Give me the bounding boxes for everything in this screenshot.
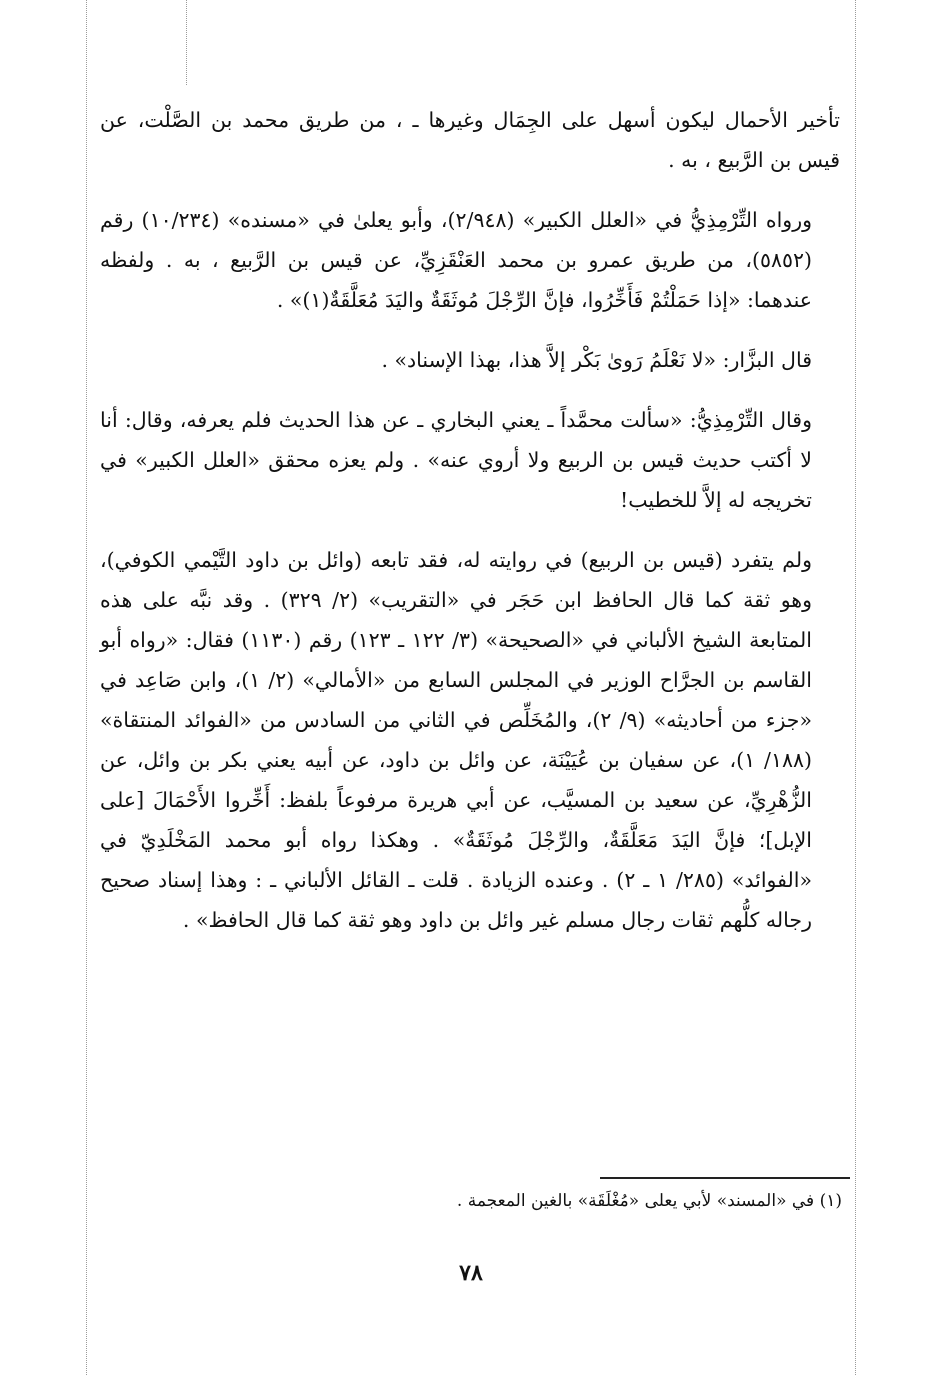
body-text (100, 100, 840, 960)
page-guide-left (86, 0, 87, 1375)
page-number: ٧٨ (459, 1260, 483, 1286)
footnote-separator (600, 1177, 850, 1179)
paragraph: وقال التِّرْمِذِيُّ: «سألت محمَّداً ـ يعني البخاري ـ عن هذا الحديث فلم يعرفه، وقال: أنا لا أكتب حديث قيس بن الربيع ولا أروي عنه» . ولم يعزه محقق «العلل الكبير» في تخريجه له إلاَّ للخطيب! (100, 408, 812, 512)
paragraph: ورواه التِّرْمِذِيُّ في «العلل الكبير» (٢/٩٤٨)، وأبو يعلىٰ في «مسنده» (١٠/٢٣٤) رقم (٥٨٥٢)، من طريق عمرو بن محمد العَنْقَزِيِّ، عن قيس بن الرَّبيع ، به . ولفظه عندهما: «إذا حَمَلْتُمْ فَأَخِّرُوا، فإنَّ الرِّجْلَ مُوثَقَةٌ واليَدَ مُعَلَّقَةٌ(١)» . (100, 208, 812, 312)
paragraph: تأخير الأحمال ليكون أسهل على الجِمَال وغيرها ـ ، من طريق محمد بن الصَّلْت، عن قيس بن الرَّبيع ، به . (100, 108, 840, 172)
page-guide-top-right (186, 0, 187, 85)
paragraph: ولم يتفرد (قيس بن الربيع) في روايته له، فقد تابعه (وائل بن داود التَّيْمي الكوفي)، وهو ثقة كما قال الحافظ ابن حَجَر في «التقريب» (٢/ ٣٢٩) . وقد نبَّه على هذه المتابعة الشيخ الألباني في «الصحيحة» (٣/ ١٢٢ ـ ١٢٣) رقم (١١٣٠) فقال: «رواه أبو القاسم بن الجرَّاح الوزير في المجلس السابع من «الأمالي» (٢/ ١)، وابن صَاعِد في «جزء من أحاديثه» (٩/ ٢)، والمُخَلِّص في الثاني من السادس من «الفوائد المنتقاة» (١٨٨/ ١)، عن سفيان بن عُيَيْنَة، عن وائل بن داود، عن أبيه يعني بكر بن وائل، عن الزُّهْرِيِّ، عن سعيد بن المسيَّب، عن أبي هريرة مرفوعاً بلفظ: أَخِّروا الأَحْمَالَ [على الإبل]؛ فإنَّ اليَدَ مَعَلَّقَةٌ، والرِّجْلَ مُوثَقَةٌ» . وهكذا رواه أبو محمد المَخْلَدِيّ في «الفوائد» (٢٨٥/ ١ ـ ٢) . وعنده الزيادة . قلت ـ القائل الألباني ـ : وهذا إسناد صحيح رجاله كلُّهم ثقات رجال مسلم غير وائل بن داود وهو ثقة كما قال الحافظ» . (100, 548, 813, 932)
paragraph: قال البزَّار: «لا نَعْلَمُ رَوىٰ بَكْر إلاَّ هذا، بهذا الإسناد» . (381, 348, 812, 372)
page-guide-right (855, 0, 856, 1375)
footnote: (١) في «المسند» لأبي يعلى «مُغْلَقَة» بالغين المعجمة . (456, 1191, 842, 1211)
